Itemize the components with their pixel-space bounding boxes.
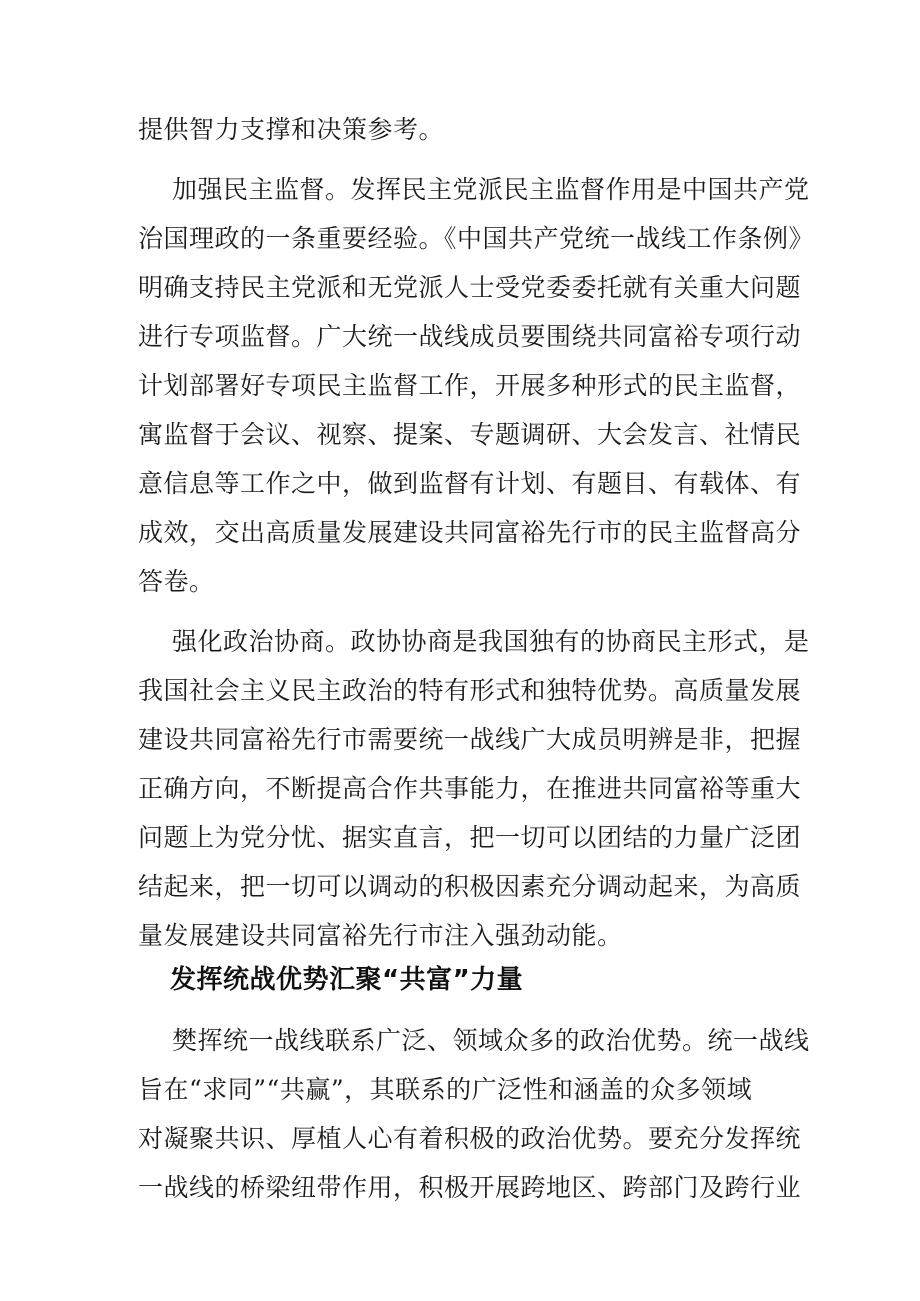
paragraph-line: 我国社会主义民主政治的特有形式和独特优势。高质量发展 <box>138 676 802 705</box>
paragraph-line: 正确方向，不断提高合作共事能力，在推进共同富裕等重大 <box>138 774 802 803</box>
paragraph-line: 意信息等工作之中，做到监督有计划、有题目、有载体、有 <box>138 469 802 498</box>
paragraph-line: 进行专项监督。广大统一战线成员要围绕共同富裕专项行动 <box>138 322 802 351</box>
paragraph-line: 建设共同富裕先行市需要统一战线广大成员明辨是非，把握 <box>138 725 802 754</box>
paragraph-line: 治国理政的一条重要经验。《中国共产党统一战线工作条例》 <box>138 224 815 253</box>
paragraph-line: 旨在“求同”“共赢”，其联系的广泛性和涵盖的众多领域 <box>138 1075 753 1104</box>
paragraph-line: 成效，交出高质量发展建设共同富裕先行市的民主监督高分 <box>138 518 802 547</box>
paragraph-line: 一战线的桥梁纽带作用，积极开展跨地区、跨部门及跨行业 <box>138 1173 802 1202</box>
paragraph-line: 结起来，把一切可以调动的积极因素充分调动起来，为高质 <box>138 872 802 901</box>
paragraph-line: 加强民主监督。发挥民主党派民主监督作用是中国共产党 <box>172 175 810 204</box>
paragraph-line: 明确支持民主党派和无党派人士受党委委托就有关重大问题 <box>138 273 802 302</box>
section-heading: 发挥统战优势汇聚“共富”力量 <box>170 965 524 995</box>
paragraph-line: 提供智力支撑和决策参考。 <box>138 115 445 144</box>
paragraph-line: 问题上为党分忧、据实直言，把一切可以团结的力量广泛团 <box>138 823 802 852</box>
paragraph-line: 樊挥统一战线联系广泛、领域众多的政治优势。统一战线 <box>172 1026 810 1055</box>
paragraph-line: 答卷。 <box>138 567 215 596</box>
paragraph-line: 对凝聚共识、厚植人心有着积极的政治优势。要充分发挥统 <box>138 1124 802 1153</box>
paragraph-line: 强化政治协商。政协协商是我国独有的协商民主形式，是 <box>172 627 810 656</box>
paragraph-line: 寓监督于会议、视察、提案、专题调研、大会发言、社情民 <box>138 420 802 449</box>
paragraph-line: 计划部署好专项民主监督工作，开展多种形式的民主监督， <box>138 371 802 400</box>
paragraph-line: 量发展建设共同富裕先行市注入强劲动能。 <box>138 921 623 950</box>
